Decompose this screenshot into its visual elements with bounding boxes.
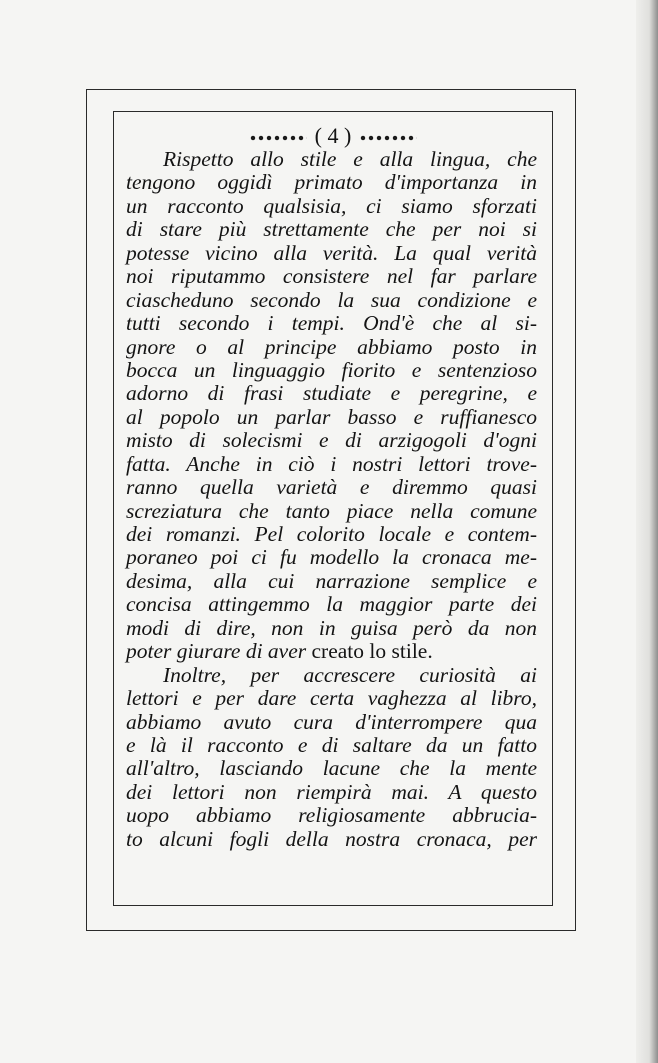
right-ornament-icon xyxy=(359,134,417,142)
text-line: adorno di frasi studiate e peregrine, e xyxy=(126,381,537,406)
text-line: modi di dire, non in guisa però da non xyxy=(126,615,537,640)
text-line: ranno quella varietà e diremmo quasi xyxy=(126,475,537,500)
text-line: screziatura che tanto piace nella comune xyxy=(126,498,537,523)
text-line: dei lettori non riempirà mai. A questo xyxy=(126,779,537,804)
text-line: poraneo poi ci fu modello la cronaca me- xyxy=(126,545,537,570)
text-line: gnore o al principe abbiamo posto in xyxy=(126,334,537,359)
text-line: all'altro, lasciando lacune che la mente xyxy=(126,756,537,781)
text-line: tengono oggidì primato d'importanza in xyxy=(126,170,537,195)
body-text xyxy=(126,148,537,851)
text-line: to alcuni fogli della nostra cronaca, per xyxy=(126,826,537,851)
text-line: di stare più strettamente che per noi si xyxy=(126,217,537,242)
text-line: ciascheduno secondo la sua condizione e xyxy=(126,287,537,312)
text-line: uopo abbiamo religiosamente abbrucia- xyxy=(126,803,537,828)
text-line: e là il racconto e di saltare da un fatto xyxy=(126,732,537,757)
text-line: noi riputammo consistere nel far parlare xyxy=(126,264,537,289)
page-edge-shadow xyxy=(636,0,658,1063)
text-line: potesse vicino alla verità. La qual verità xyxy=(126,240,537,265)
text-line: desima, alla cui narrazione semplice e xyxy=(126,568,537,593)
text-line: abbiamo avuto cura d'interrompere qua xyxy=(126,709,537,734)
text-line-upright: creato lo stile. xyxy=(311,639,433,664)
page-number: ( 4 ) xyxy=(314,123,352,148)
page-header xyxy=(113,124,553,148)
text-line: al popolo un parlar basso e ruffianesco xyxy=(126,404,537,429)
text-line: fatta. Anche in ciò i nostri lettori trove- xyxy=(126,451,537,476)
text-line: Rispetto allo stile e alla lingua, che xyxy=(163,147,537,171)
left-ornament-icon xyxy=(249,134,307,142)
text-line: un racconto qualsisia, ci siamo sforzati xyxy=(126,193,537,218)
text-line: Inoltre, per accrescere curiosità ai xyxy=(163,662,537,687)
text-line: misto di solecismi e di arzigogoli d'ogni xyxy=(126,428,537,453)
text-line: lettori e per dare certa vaghezza al libro, xyxy=(126,686,537,711)
text-line: bocca un linguaggio fiorito e sentenzioso xyxy=(126,357,537,382)
text-line: tutti secondo i tempi. Ond'è che al si- xyxy=(126,311,537,336)
text-line: concisa attingemmo la maggior parte dei xyxy=(126,592,537,617)
text-line xyxy=(126,640,537,663)
text-line: dei romanzi. Pel colorito locale e contem- xyxy=(126,522,537,546)
text-line-italic: poter giurare di aver xyxy=(126,639,307,664)
